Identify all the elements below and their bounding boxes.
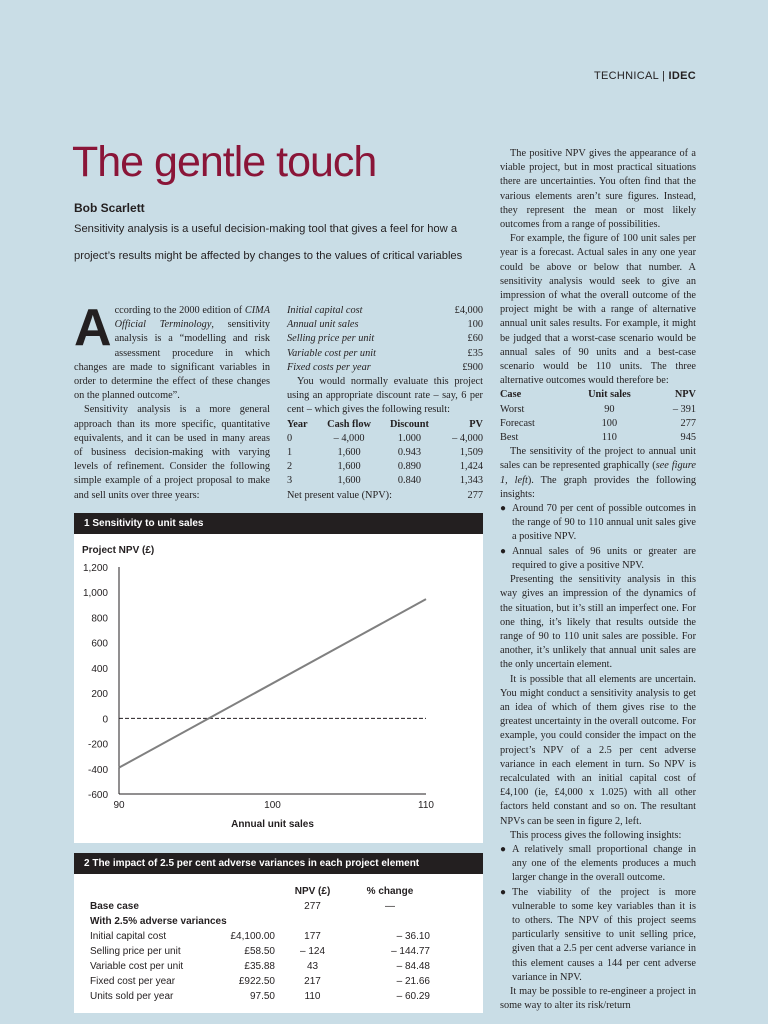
input-label: Fixed costs per year xyxy=(287,361,371,373)
table-cell: 1,424 xyxy=(459,461,483,473)
table-cell xyxy=(430,944,460,959)
y-tick-label: 800 xyxy=(91,613,108,625)
table-cell xyxy=(430,914,460,929)
table-cell: 0 xyxy=(287,432,293,444)
table-cell: NPV (£) xyxy=(294,886,331,897)
bullet-item xyxy=(500,502,696,545)
bullet-item xyxy=(500,843,696,886)
table-row xyxy=(90,929,460,944)
table-row xyxy=(287,446,483,460)
intro-paragraph xyxy=(74,299,271,403)
y-tick-label: 0 xyxy=(102,714,108,726)
table-cell xyxy=(430,899,460,914)
header-separator: | xyxy=(661,70,666,82)
figure-2-panel xyxy=(74,853,483,1013)
table-row xyxy=(90,974,460,989)
column-2 xyxy=(287,304,483,503)
table-cell: 100 xyxy=(601,417,618,429)
bullet-list xyxy=(500,843,696,985)
subhead-row xyxy=(90,914,460,929)
table-cell: 110 xyxy=(601,432,617,444)
table-cell xyxy=(430,959,460,974)
paragraph: It is possible that all elements are uncertain. You might conduct a sensitivity analysis to get an idea of which of them gives rise to the greatest uncertainty in the overall outcome. For example, you could consider the impact on the project’s NPV of a 2.5 per cent adverse variance in each element in turn. So NPV is recalculated with an initial capital cost of £4,100 (ie, £4,000 x 1.025) with all other factors held constant and so on. The resultant NPVs can be seen in figure 2, left. xyxy=(500,673,696,827)
table-cell: 277 xyxy=(680,417,696,429)
input-value: 100 xyxy=(467,319,483,331)
y-tick-label: 600 xyxy=(91,638,108,650)
y-tick-label: -200 xyxy=(87,739,108,751)
table-cell xyxy=(90,884,215,899)
input-label: Initial capital cost xyxy=(287,305,363,316)
table-cell xyxy=(350,914,430,929)
bullet-item xyxy=(500,886,696,985)
table-row xyxy=(500,431,696,445)
input-value: £4,000 xyxy=(454,305,483,316)
intro-text-a: ccording to the 2000 edition of xyxy=(114,305,245,316)
column-header: Case xyxy=(500,389,522,401)
sensitivity-chart xyxy=(74,534,483,843)
table-cell: – 124 xyxy=(299,946,326,957)
dcf-table xyxy=(287,418,483,489)
input-row xyxy=(287,347,483,361)
table-cell: 110 xyxy=(304,991,321,1002)
bullet-item xyxy=(500,545,696,573)
table-cell: 0.943 xyxy=(397,447,422,459)
bullet-icon: ● xyxy=(500,843,507,855)
table-cell xyxy=(215,884,275,899)
table-cell: – 60.29 xyxy=(396,991,430,1002)
paragraph: For example, the figure of 100 unit sales per year is a forecast. Actual sales in any one year could be above or below that number. A sensitivity analysis would seek to give an impression of what the overall outcome of the project might be with a range of alternative annual unit sales results. For example, it might be judged that a worst-case scenario would be annual sales of 90 units and a best-case scenario would be 110 units. The three alternative outcomes would therefore be: xyxy=(500,233,696,387)
table-cell: 1,600 xyxy=(337,447,361,459)
bullet-list xyxy=(500,502,696,573)
column-header: NPV xyxy=(674,389,696,401)
table-cell: — xyxy=(385,901,395,912)
table-cell: Best xyxy=(500,432,519,444)
author-byline: Bob Scarlett xyxy=(74,201,145,215)
table-cell: – 144.77 xyxy=(391,946,430,957)
table-cell: £922.50 xyxy=(238,976,275,987)
intro-text-b: , sensitivity analysis is a “modelling and risk assessment procedure in which changes are made to significant variables in order to determine the effect of these changes on the planned outcome”. xyxy=(74,319,271,402)
table-cell: 1,600 xyxy=(337,461,361,473)
table-cell: Selling price per unit xyxy=(90,946,181,957)
table-row xyxy=(90,989,460,1004)
table-cell: With 2.5% adverse variances xyxy=(90,916,227,927)
table-cell: 0.840 xyxy=(397,475,422,487)
paragraph: The positive NPV gives the appearance of a viable project, but in most practical situations there are uncertainties. You often find that the various elements aren’t sure figures. Instead, they represent the mean or most likely outcomes from a range of possibilities. xyxy=(500,148,696,231)
input-value: £900 xyxy=(462,361,483,373)
table-cell: Base case xyxy=(90,901,139,912)
table-cell: – 4,000 xyxy=(333,432,365,444)
bullet-icon: ● xyxy=(500,886,507,898)
case-table xyxy=(500,388,696,445)
table-cell: – 21.66 xyxy=(396,976,430,987)
table-cell: Fixed cost per year xyxy=(90,976,176,987)
x-tick-label: 90 xyxy=(113,800,125,811)
table-cell: Worst xyxy=(500,403,525,415)
text: The sensitivity of the project to annual unit sales can be represented graphically ( xyxy=(500,446,696,472)
table-cell: £4,100.00 xyxy=(230,931,275,942)
table-cell: 0.890 xyxy=(397,461,422,473)
table-cell xyxy=(215,899,275,914)
x-tick-label: 100 xyxy=(264,800,281,811)
table-cell: – 391 xyxy=(672,403,696,415)
table-cell: – 36.10 xyxy=(396,931,430,942)
input-value: £35 xyxy=(467,347,483,359)
input-label: Variable cost per unit xyxy=(287,347,376,359)
text-italic: see figure 1, left xyxy=(500,460,696,486)
paragraph: You would normally evaluate this project using an appropriate discount rate – say, 6 per cent – which gives the following result: xyxy=(287,376,483,416)
table-row xyxy=(90,959,460,974)
input-row xyxy=(287,318,483,332)
table-cell xyxy=(430,929,460,944)
table-cell xyxy=(430,974,460,989)
input-row xyxy=(287,304,483,318)
bullet-icon: ● xyxy=(500,503,507,515)
bullet-text: The viability of the project is more vulnerable to some key variables than it is to others. The NPV of this project seems particularly sensitive to unit selling price, given that a 2.5 per cent adverse variance in this element causes a 144 per cent adverse variance in NPV. xyxy=(512,886,696,983)
paragraph xyxy=(500,445,696,502)
running-header xyxy=(594,70,696,82)
table-cell: 2 xyxy=(287,461,293,473)
figure-2-heading: 2 The impact of 2.5 per cent adverse variances in each project element xyxy=(74,853,483,874)
paragraph: It may be possible to re-engineer a project in some way to alter its risk/return xyxy=(500,985,696,1012)
y-tick-label: 1,200 xyxy=(82,563,108,574)
header-section: TECHNICAL xyxy=(593,70,659,82)
drop-cap: A xyxy=(74,299,112,357)
npv-series-line xyxy=(119,599,426,767)
project-inputs xyxy=(287,304,483,375)
figure-1-heading: 1 Sensitivity to unit sales xyxy=(74,513,483,534)
y-tick-label: 1,000 xyxy=(82,588,108,600)
x-tick-label: 110 xyxy=(418,800,434,811)
table-cell: Variable cost per unit xyxy=(90,961,184,972)
table-cell xyxy=(430,989,460,1004)
input-label: Selling price per unit xyxy=(287,333,375,345)
table-cell: £35.88 xyxy=(244,961,275,972)
table-cell xyxy=(430,884,460,899)
y-tick-label: -400 xyxy=(87,764,108,776)
paragraph: Sensitivity analysis is a more general approach than its more specific, quantitative equivalents, and it can be used in many areas of business decision-making with varying levels of refinement. Consider the following simple example of a project proposal to make and sell units over three years: xyxy=(74,404,270,501)
column-header: Unit sales xyxy=(588,389,631,401)
variance-table xyxy=(90,884,460,1004)
table-cell: 90 xyxy=(604,403,615,415)
table-cell: 217 xyxy=(304,976,321,987)
table-row xyxy=(500,403,696,417)
text: ). The graph provides the following insights: xyxy=(500,474,696,500)
table-row xyxy=(287,460,483,474)
column-3 xyxy=(500,147,696,1013)
table-header-row xyxy=(90,884,460,899)
table-cell: 43 xyxy=(306,961,319,972)
header-brand: IDEC xyxy=(668,70,696,82)
column-header: Year xyxy=(287,418,308,430)
input-row xyxy=(287,332,483,346)
table-cell: – 4,000 xyxy=(452,432,483,444)
column-header: Cash flow xyxy=(327,418,371,430)
table-cell: 1,509 xyxy=(459,447,483,459)
standfirst: Sensitivity analysis is a useful decision-making tool that gives a feel for how a project’s results might be affected by changes to the values of critical variables xyxy=(74,223,463,262)
table-cell: 1 xyxy=(287,447,293,459)
bullet-icon: ● xyxy=(500,545,507,557)
paragraph: Presenting the sensitivity analysis in this way gives an impression of the dynamics of the situation, but it’s still an imperfect one. For one thing, it’s likely that results outside the range of 90 to 110 unit sales are possible. For another, it’s unlikely that annual unit sales are the only uncertain element. xyxy=(500,574,696,671)
y-axis-label: Project NPV (£) xyxy=(82,545,155,556)
table-row xyxy=(90,944,460,959)
table-cell: Forecast xyxy=(500,417,535,429)
table-cell: Initial capital cost xyxy=(90,931,167,942)
table-cell: 1,600 xyxy=(337,475,361,487)
table-cell: 3 xyxy=(287,475,293,487)
table-row xyxy=(287,432,483,446)
article-title: The gentle touch xyxy=(72,138,377,186)
table-cell: 945 xyxy=(680,432,696,444)
table-cell: 277 xyxy=(304,901,321,912)
column-1 xyxy=(74,299,271,503)
input-value: £60 xyxy=(467,333,483,345)
table-row xyxy=(500,417,696,431)
table-row xyxy=(287,474,483,488)
table-cell: 1.000 xyxy=(397,432,422,444)
table-cell: £58.50 xyxy=(244,946,275,957)
npv-label: Net present value (NPV): xyxy=(287,489,392,501)
table-cell: Units sold per year xyxy=(90,991,174,1002)
npv-value: 277 xyxy=(467,489,483,501)
column-header: Discount xyxy=(389,418,429,430)
y-tick-label: -600 xyxy=(87,790,108,801)
y-tick-label: 200 xyxy=(91,689,108,701)
column-header: PV xyxy=(469,418,483,430)
base-case-row xyxy=(90,899,460,914)
table-cell: % change xyxy=(366,886,414,897)
bullet-text: Around 70 per cent of possible outcomes in the range of 90 to 110 annual unit sales give a positive NPV. xyxy=(512,503,696,543)
table-cell: 1,343 xyxy=(459,475,483,487)
paragraph: This process gives the following insights: xyxy=(510,829,682,841)
table-cell: 177 xyxy=(304,931,321,942)
intro-text-italic: CIMA Official Terminology xyxy=(114,305,270,331)
x-axis-label: Annual unit sales xyxy=(231,819,314,830)
table-cell: – 84.48 xyxy=(396,961,430,972)
table-cell: 97.50 xyxy=(249,991,275,1002)
input-row xyxy=(287,361,483,375)
bullet-text: Annual sales of 96 units or greater are required to give a positive NPV. xyxy=(512,545,696,571)
bullet-text: A relatively small proportional change in any one of the elements produces a much larger change in the overall outcome. xyxy=(512,843,696,884)
input-label: Annual unit sales xyxy=(287,319,359,331)
npv-result xyxy=(287,489,483,503)
y-tick-label: 400 xyxy=(91,663,108,675)
figure-1-panel xyxy=(74,513,483,843)
